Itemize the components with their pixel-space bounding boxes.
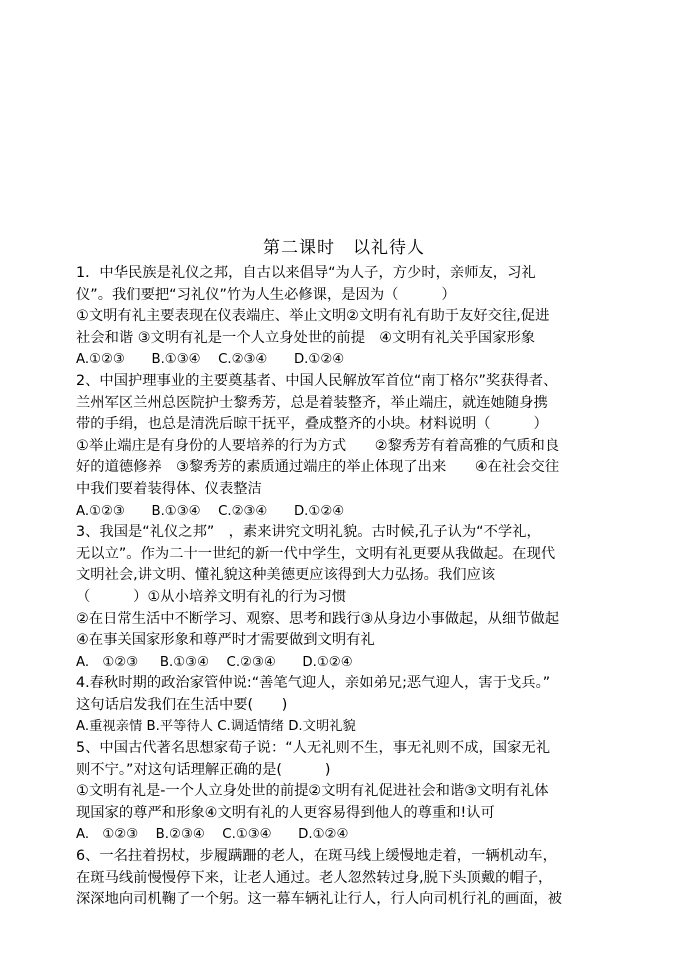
answer-options: A.①②③ B.①③④ C.②③④ D.①②④ (76, 352, 345, 368)
answer-options: A. ①②③ B.①③④ C.②③④ D.①②④ (76, 654, 353, 670)
text-line: 仪”。我们要把“习礼仪”竹为人生必修课，是因为（ ） (76, 286, 456, 303)
answer-options: A. ①②③ B.②③④ C.①③④ D.①②④ (76, 827, 349, 843)
text-line: ①文明有礼是-一个人立身处世的前提②文明有礼促进社会和谐③文明有礼体 (76, 783, 549, 800)
answer-options: A.重视亲情 B.平等待人 C.调适情绪 D.文明礼貌 (76, 719, 356, 735)
text-line: 在斑马线前慢慢停下来，让老人通过。老人忽然转过身,脱下头顶戴的帽子， (76, 869, 553, 886)
text-line: （ ）①从小培养文明有礼的行为习惯 (76, 588, 347, 605)
text-line: 6、一名拄着拐杖，步履蹒跚的老人，在斑马线上缓慢地走着，一辆机动车， (76, 848, 557, 865)
text-line: 则不宁。”对这句话理解正确的是( ) (76, 761, 331, 778)
text-line: 兰州军区兰州总医院护士黎秀芳，总是着装整齐，举止端庄，就连她随身携 (76, 394, 548, 411)
text-line: 3、我国是“礼仪之邦” ，素来讲究文明礼貌。古时候,孔子认为“不学礼， (76, 524, 541, 541)
text-line: 深深地向司机鞠了一个躬。这一幕车辆礼让行人，行人向司机行礼的画面，被 (76, 891, 563, 908)
page-title: 第二课时 以礼待人 (263, 238, 425, 258)
text-line: 无以立”。作为二十一世纪的新一代中学生，文明有礼更要从我做起。在现代 (76, 545, 556, 562)
text-line: ②在日常生活中不断学习、观察、思考和践行③从身边小事做起，从细节做起 (76, 610, 560, 627)
text-line: 好的道德修养 ③黎秀芳的素质通过端庄的举止体现了出来 ④在社会交往 (76, 459, 560, 476)
document-body (76, 263, 614, 911)
text-line: 2、中国护理事业的主要奠基者、中国人民解放军首位“南丁格尔”奖获得者、 (76, 372, 558, 389)
text-line: ①文明有礼主要表现在仪表端庄、举止文明②文明有礼有助于友好交往,促进 (76, 308, 550, 325)
text-line: 4.春秋时期的政治家管仲说:“善笔气迎人，亲如弟兄;恶气迎人，害于戈兵。” (76, 675, 551, 692)
text-line: 社会和谐 ③文明有礼是一个人立身处世的前提 ④文明有礼关乎国家形象 (76, 329, 536, 346)
text-line: 现国家的尊严和形象④文明有礼的人更容易得到他人的尊重和!认可 (76, 804, 495, 821)
text-line: 这句话启发我们在生活中要( ) (76, 696, 288, 713)
text-line: 1．中华民族是礼仪之邦，自古以来倡导“为人子，方少时，亲师友，习礼 (76, 265, 536, 281)
text-line: ④在事关国家形象和尊严时才需要做到文明有礼 (76, 632, 375, 649)
answer-options: A.①②③ B.①③④ C.②③④ D.①②④ (76, 503, 345, 519)
text-line: 带的手绢，也总是清洗后晾干抚平，叠成整齐的小块。材料说明（ ） (76, 416, 548, 433)
text-line: 文明社会,讲文明、懂礼貌这种美德更应该得到大力弘扬。我们应该 (76, 567, 496, 584)
text-line: 5、中国古代著名思想家荀子说：“人无礼则不生，事无礼则不成，国家无礼 (76, 740, 550, 757)
text-line: ①举止端庄是有身份的人要培养的行为方式 ②黎秀芳有着高雅的气质和良 (76, 437, 560, 454)
text-line: 中我们要着装得体、仪表整洁 (76, 480, 262, 497)
